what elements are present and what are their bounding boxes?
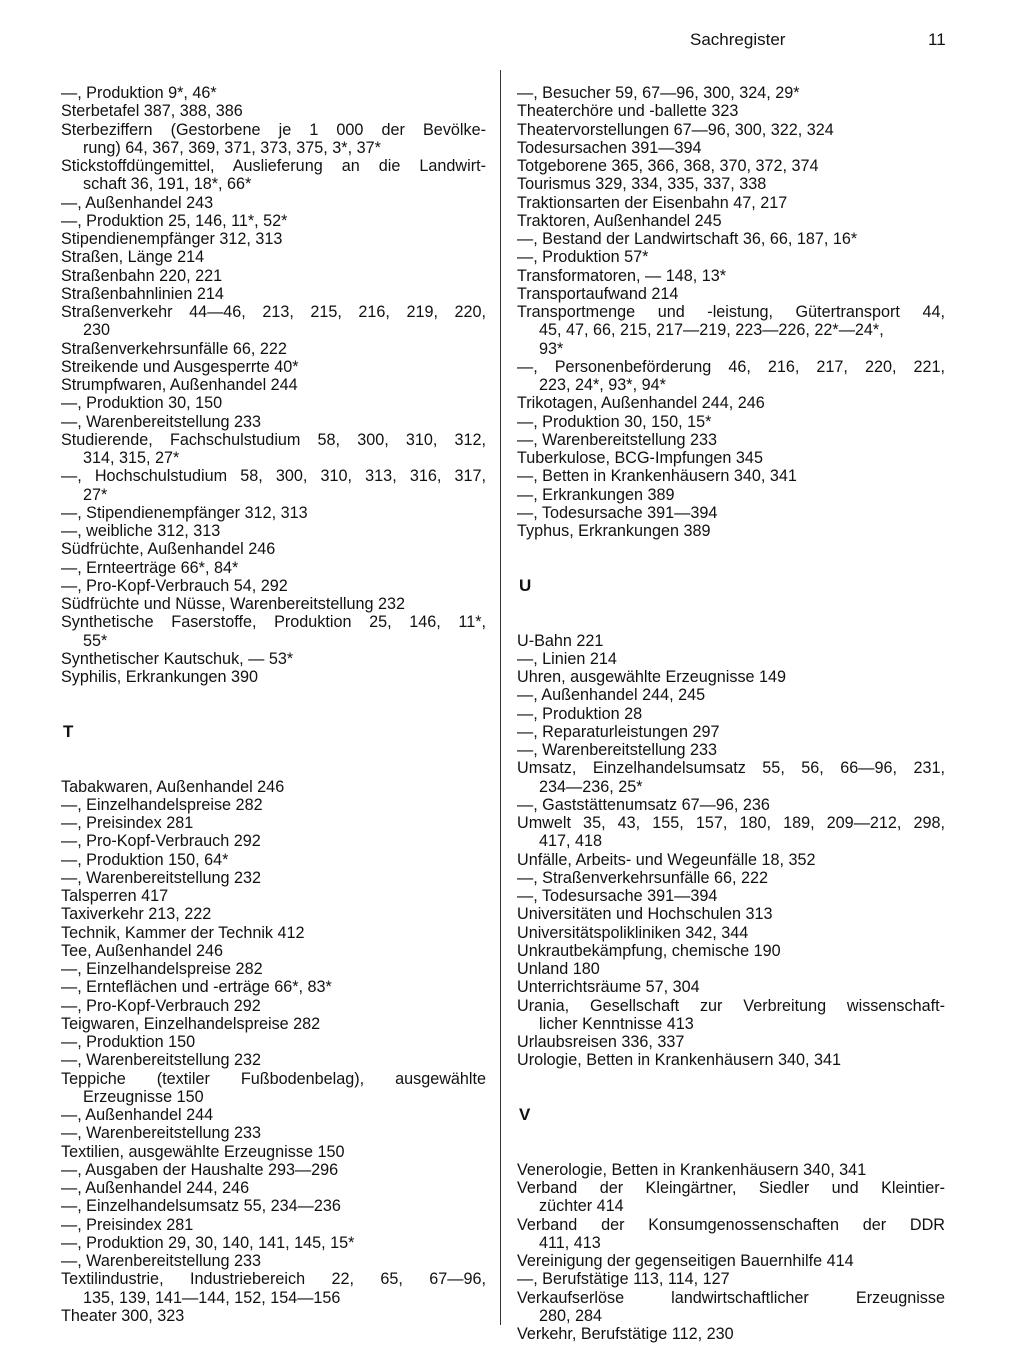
index-entry: Tourismus 329, 334, 335, 337, 338 bbox=[517, 175, 767, 194]
index-entry: —, Produktion 25, 146, 11*, 52* bbox=[61, 211, 288, 230]
index-entry: —, Bestand der Landwirtschaft 36, 66, 187, 16* bbox=[517, 230, 858, 248]
index-entry-line: Erzeugnisse 150 bbox=[83, 1087, 204, 1106]
index-entry: Syphilis, Erkrankungen 390 bbox=[61, 668, 259, 686]
index-entry bbox=[61, 1070, 486, 1107]
index-letter-heading: V bbox=[519, 1105, 531, 1124]
index-entry-line: Umwelt 35, 43, 155, 157, 180, 189, 209—212, 298, bbox=[517, 814, 945, 832]
index-entry: —, Erkrankungen 389 bbox=[517, 485, 675, 504]
index-entry-line: Verband der Konsumgenossenschaften der DDR bbox=[517, 1215, 945, 1234]
index-entry: —, Einzelhandelspreise 282 bbox=[61, 960, 263, 978]
index-entry: —, Ausgaben der Haushalte 293—296 bbox=[61, 1160, 339, 1179]
index-entry: —, Linien 214 bbox=[517, 649, 617, 668]
section-title: Sachregister bbox=[690, 30, 786, 49]
index-entry: Uhren, ausgewählte Erzeugnisse 149 bbox=[517, 668, 787, 686]
index-entry-line: 280, 284 bbox=[539, 1306, 603, 1325]
index-entry: Urlaubsreisen 336, 337 bbox=[517, 1033, 685, 1051]
index-entry-line: 135, 139, 141—144, 152, 154—156 bbox=[83, 1288, 341, 1307]
index-entry: —, Außenhandel 244 bbox=[61, 1106, 214, 1124]
index-entry: —, Warenbereitstellung 233 bbox=[517, 430, 718, 449]
index-entry: —, Stipendienempfänger 312, 313 bbox=[61, 503, 308, 522]
index-entry: —, Produktion 29, 30, 140, 141, 145, 15* bbox=[61, 1233, 355, 1252]
index-entry: —, Gaststättenumsatz 67—96, 236 bbox=[517, 795, 770, 814]
index-letter-heading: T bbox=[63, 721, 74, 741]
index-entry: Todesursachen 391—394 bbox=[517, 138, 702, 157]
index-entry-line: 234—236, 25* bbox=[539, 777, 643, 796]
index-entry: Synthetischer Kautschuk, — 53* bbox=[61, 649, 294, 668]
index-entry: —, Berufstätige 113, 114, 127 bbox=[517, 1270, 730, 1289]
index-entry: Typhus, Erkrankungen 389 bbox=[517, 522, 711, 540]
index-entry-line: 314, 315, 27* bbox=[83, 449, 180, 467]
index-entry: Straßenverkehrsunfälle 66, 222 bbox=[61, 339, 287, 358]
index-entry: —, Produktion 150, 64* bbox=[61, 850, 229, 869]
index-entry: Vereinigung der gegenseitigen Bauernhilfe 414 bbox=[517, 1252, 854, 1270]
index-column-left bbox=[61, 84, 486, 1325]
index-entry-line: Umsatz, Einzelhandelsumsatz 55, 56, 66—96, 231, bbox=[517, 759, 945, 778]
index-entry bbox=[61, 1270, 486, 1307]
index-entry: Streikende und Ausgesperrte 40* bbox=[61, 357, 299, 376]
index-entry: —, Reparaturleistungen 297 bbox=[517, 722, 720, 741]
index-entry: —, Produktion 150 bbox=[61, 1033, 196, 1051]
index-entry: —, Warenbereitstellung 233 bbox=[517, 741, 718, 759]
index-entry: —, Produktion 30, 150 bbox=[61, 394, 223, 413]
index-entry: —, Pro-Kopf-Verbrauch 54, 292 bbox=[61, 576, 288, 595]
index-entry: Teigwaren, Einzelhandelspreise 282 bbox=[61, 1014, 321, 1033]
index-entry: Theaterchöre und -ballette 323 bbox=[517, 102, 739, 121]
index-entry: Theater 300, 323 bbox=[61, 1306, 185, 1325]
index-entry bbox=[61, 121, 486, 158]
index-entry: —, Betten in Krankenhäusern 340, 341 bbox=[517, 467, 797, 486]
index-entry: —, Pro-Kopf-Verbrauch 292 bbox=[61, 996, 261, 1015]
index-entry bbox=[61, 157, 486, 194]
index-entry bbox=[517, 997, 945, 1034]
index-entry: Sterbetafel 387, 388, 386 bbox=[61, 102, 243, 121]
index-entry bbox=[61, 431, 486, 468]
index-entry: U-Bahn 221 bbox=[517, 631, 604, 650]
index-entry: —, Todesursache 391—394 bbox=[517, 503, 718, 522]
index-entry-line: 93* bbox=[539, 339, 564, 358]
index-entry: Talsperren 417 bbox=[61, 887, 169, 905]
index-entry-line: Verkaufserlöse landwirtschaftlicher Erzeugnisse bbox=[517, 1288, 945, 1307]
index-entry-line: Textilindustrie, Industriebereich 22, 65, 67—96, bbox=[61, 1270, 486, 1289]
index-entry-line: Studierende, Fachschulstudium 58, 300, 310, 312, bbox=[61, 430, 486, 449]
column-divider bbox=[500, 70, 501, 1325]
index-entry: —, Einzelhandelsumsatz 55, 234—236 bbox=[61, 1197, 341, 1216]
index-entry: Totgeborene 365, 366, 368, 370, 372, 374 bbox=[517, 157, 819, 175]
index-entry-line: 411, 413 bbox=[539, 1233, 601, 1252]
index-entry: Textilien, ausgewählte Erzeugnisse 150 bbox=[61, 1142, 345, 1161]
index-entry: —, Warenbereitstellung 232 bbox=[61, 1051, 262, 1070]
index-entry: Tabakwaren, Außenhandel 246 bbox=[61, 777, 285, 796]
index-entry bbox=[517, 759, 945, 796]
index-entry-line: Stickstoffdüngemittel, Auslieferung an die Landwirt- bbox=[61, 157, 486, 175]
index-entry: Transportaufwand 214 bbox=[517, 284, 679, 303]
index-entry: Stipendienempfänger 312, 313 bbox=[61, 230, 283, 248]
index-entry: —, weibliche 312, 313 bbox=[61, 522, 221, 540]
index-entry-line: rung) 64, 367, 369, 371, 373, 375, 3*, 37* bbox=[83, 138, 381, 157]
index-entry: —, Produktion 9*, 46* bbox=[61, 84, 217, 102]
index-entry: Traktoren, Außenhandel 245 bbox=[517, 211, 722, 230]
index-entry bbox=[517, 814, 945, 851]
index-entry: Unkrautbekämpfung, chemische 190 bbox=[517, 941, 781, 960]
index-entry: Straßenbahnlinien 214 bbox=[61, 284, 224, 303]
index-entry: Taxiverkehr 213, 222 bbox=[61, 905, 212, 924]
index-entry: Trikotagen, Außenhandel 244, 246 bbox=[517, 394, 765, 413]
index-entry-line: Transportmenge und -leistung, Gütertransport 44, bbox=[517, 303, 945, 321]
index-entry-line: licher Kenntnisse 413 bbox=[539, 1014, 694, 1033]
index-entry-line: Straßenverkehr 44—46, 213, 215, 216, 219, 220, bbox=[61, 303, 486, 321]
index-entry: Tee, Außenhandel 246 bbox=[61, 941, 224, 960]
index-entry: —, Warenbereitstellung 233 bbox=[61, 412, 262, 431]
index-entry-line: Sterbeziffern (Gestorbene je 1 000 der Bevölke- bbox=[61, 120, 486, 139]
index-entry: Tuberkulose, BCG-Impfungen 345 bbox=[517, 449, 763, 467]
index-entry: —, Außenhandel 243 bbox=[61, 193, 214, 212]
index-entry: —, Warenbereitstellung 233 bbox=[61, 1252, 262, 1270]
index-entry: Theatervorstellungen 67—96, 300, 322, 324 bbox=[517, 120, 834, 139]
index-column-right bbox=[517, 84, 945, 1343]
index-entry-line: 45, 47, 66, 215, 217—219, 223—226, 22*—24*, bbox=[539, 321, 884, 340]
index-entry-line: 55* bbox=[83, 631, 108, 650]
index-entry: Südfrüchte und Nüsse, Warenbereitstellung 232 bbox=[61, 595, 406, 613]
index-entry: Verkehr, Berufstätige 112, 230 bbox=[517, 1325, 734, 1343]
index-entry: Universitäten und Hochschulen 313 bbox=[517, 905, 773, 924]
index-entry: —, Produktion 28 bbox=[517, 704, 643, 723]
index-entry bbox=[61, 613, 486, 650]
index-entry bbox=[61, 303, 486, 340]
index-entry: Venerologie, Betten in Krankenhäusern 340, 341 bbox=[517, 1160, 867, 1179]
index-entry: —, Todesursache 391—394 bbox=[517, 887, 718, 905]
index-entry: —, Außenhandel 244, 245 bbox=[517, 686, 706, 705]
index-entry: —, Preisindex 281 bbox=[61, 1215, 194, 1234]
index-entry bbox=[517, 1289, 945, 1326]
index-entry bbox=[517, 1179, 945, 1216]
index-entry: —, Einzelhandelspreise 282 bbox=[61, 795, 263, 814]
page-number: 11 bbox=[928, 30, 946, 49]
index-entry: Universitätspolikliniken 342, 344 bbox=[517, 923, 749, 942]
index-entry-line: 417, 418 bbox=[539, 832, 603, 851]
index-entry bbox=[61, 467, 486, 504]
index-entry bbox=[517, 1216, 945, 1253]
index-entry: —, Pro-Kopf-Verbrauch 292 bbox=[61, 832, 261, 851]
index-entry: —, Straßenverkehrsunfälle 66, 222 bbox=[517, 868, 769, 887]
index-entry: Straßenbahn 220, 221 bbox=[61, 266, 223, 285]
index-entry-line: 230 bbox=[83, 321, 111, 340]
index-entry: Unfälle, Arbeits- und Wegeunfälle 18, 352 bbox=[517, 850, 816, 869]
index-entry-line: Verband der Kleingärtner, Siedler und Kleintier- bbox=[517, 1179, 945, 1197]
index-entry: Unland 180 bbox=[517, 960, 600, 978]
page-header bbox=[0, 30, 1024, 54]
index-entry: —, Außenhandel 244, 246 bbox=[61, 1179, 250, 1197]
index-letter-heading: U bbox=[519, 575, 532, 595]
index-entry: —, Warenbereitstellung 233 bbox=[61, 1124, 262, 1143]
index-entry-line: 27* bbox=[83, 485, 108, 504]
index-entry: —, Besucher 59, 67—96, 300, 324, 29* bbox=[517, 84, 800, 102]
index-entry: Traktionsarten der Eisenbahn 47, 217 bbox=[517, 193, 788, 212]
index-entry bbox=[517, 358, 945, 395]
index-entry: Unterrichtsräume 57, 304 bbox=[517, 978, 700, 997]
index-entry: —, Preisindex 281 bbox=[61, 814, 194, 832]
index-entry-line: 223, 24*, 93*, 94* bbox=[539, 376, 666, 394]
index-entry: —, Produktion 30, 150, 15* bbox=[517, 412, 712, 431]
index-entry-line: Teppiche (textiler Fußbodenbelag), ausgewählte bbox=[61, 1069, 486, 1088]
index-entry: —, Warenbereitstellung 232 bbox=[61, 868, 262, 887]
index-entry-line: züchter 414 bbox=[539, 1197, 624, 1216]
index-entry-line: schaft 36, 191, 18*, 66* bbox=[83, 175, 252, 194]
index-entry: Transformatoren, — 148, 13* bbox=[517, 266, 727, 285]
index-entry-line: Synthetische Faserstoffe, Produktion 25, 146, 11*, bbox=[61, 613, 486, 632]
index-entry bbox=[517, 303, 945, 358]
index-entry-line: Urania, Gesellschaft zur Verbreitung wissenschaft- bbox=[517, 996, 945, 1015]
index-entry: —, Ernteflächen und -erträge 66*, 83* bbox=[61, 978, 332, 997]
index-entry: Technik, Kammer der Technik 412 bbox=[61, 923, 305, 942]
index-entry: Strumpfwaren, Außenhandel 244 bbox=[61, 376, 298, 394]
index-entry-line: —, Personenbeförderung 46, 216, 217, 220, 221, bbox=[517, 357, 945, 376]
index-entry: Straßen, Länge 214 bbox=[61, 248, 205, 267]
index-entry-line: —, Hochschulstudium 58, 300, 310, 313, 316, 317, bbox=[61, 467, 486, 486]
index-entry: Urologie, Betten in Krankenhäusern 340, 341 bbox=[517, 1051, 841, 1070]
index-entry: —, Ernteerträge 66*, 84* bbox=[61, 558, 239, 577]
index-entry: Südfrüchte, Außenhandel 246 bbox=[61, 540, 276, 559]
index-entry: —, Produktion 57* bbox=[517, 248, 649, 267]
